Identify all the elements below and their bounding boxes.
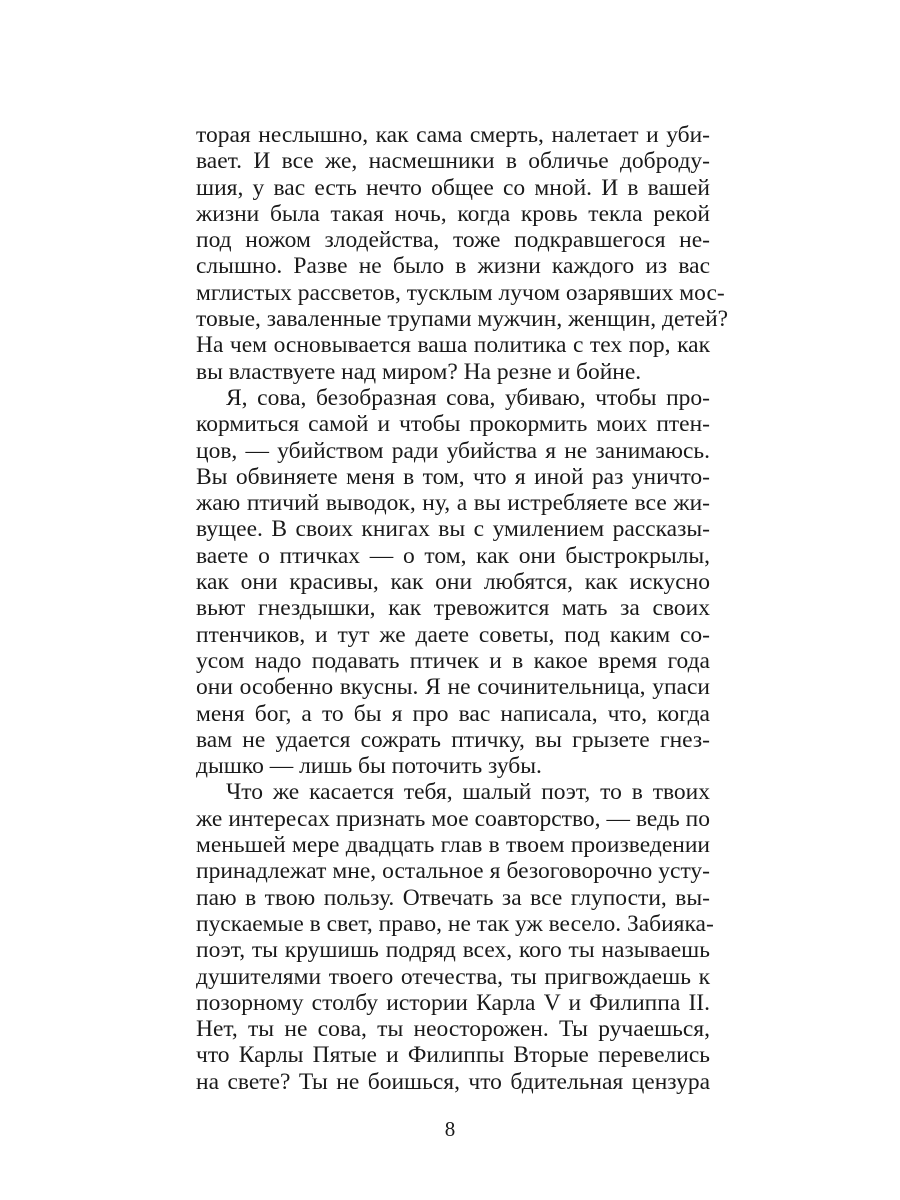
text-line: поэт, ты крушишь подряд всех, кого ты называешь bbox=[196, 937, 710, 964]
text-line: жаю птичий выводок, ну, а вы истребляете все жи- bbox=[196, 490, 710, 517]
text-line: Что же касается тебя, шалый поэт, то в твоих bbox=[226, 779, 710, 806]
text-line: слышно. Разве не было в жизни каждого из вас bbox=[196, 253, 710, 280]
text-line: что Карлы Пятые и Филиппы Вторые перевелись bbox=[196, 1042, 710, 1069]
text-line: дышко — лишь бы поточить зубы. bbox=[196, 753, 542, 780]
text-line: усом надо подавать птичек и в какое время года bbox=[196, 647, 710, 674]
paragraph-1 bbox=[196, 122, 729, 385]
paragraph-2 bbox=[196, 385, 710, 779]
text-line: вам не удается сожрать птичку, вы грызете гнез- bbox=[196, 726, 710, 753]
text-line: вы властвуете над миром? На резне и бойне. bbox=[196, 358, 642, 385]
text-line: под ножом злодейства, тоже подкравшегося не- bbox=[196, 227, 710, 254]
text-line: торая неслышно, как сама смерть, налетает и уби- bbox=[196, 122, 710, 148]
text-line: меньшей мере двадцать глав в твоем произведении bbox=[196, 832, 710, 859]
text-line: на свете? Ты не боишься, что бдительная цензура bbox=[196, 1068, 710, 1095]
text-line: вает. И все же, насмешники в обличье доброду- bbox=[196, 148, 710, 175]
text-line: душителями твоего отечества, ты пригвождаешь к bbox=[196, 963, 710, 990]
text-line: жизни была такая ночь, когда кровь текла рекой bbox=[196, 200, 710, 227]
text-line: они особенно вкусны. Я не сочинительница, упаси bbox=[196, 674, 710, 701]
text-line: Вы обвиняете меня в том, что я иной раз уничто- bbox=[196, 463, 710, 490]
text-line: На чем основывается ваша политика с тех пор, как bbox=[196, 332, 710, 359]
text-line: Я, сова, безобразная сова, убиваю, чтобы про- bbox=[226, 384, 710, 411]
page-number: 8 bbox=[444, 1117, 456, 1141]
text-line: кормиться самой и чтобы прокормить моих птен- bbox=[196, 411, 710, 438]
body-text bbox=[196, 122, 729, 1095]
text-line: пускаемые в свет, право, не так уж весело. Забияка- bbox=[196, 910, 714, 937]
text-line: как они красивы, как они любятся, как искусно bbox=[196, 569, 710, 596]
text-line: вьют гнездышки, как тревожится мать за своих bbox=[196, 595, 710, 622]
text-line: же интересах признать мое соавторство, — ведь по bbox=[196, 805, 710, 832]
text-line: шия, у вас есть нечто общее со мной. И в вашей bbox=[196, 174, 710, 201]
text-line: позорному столбу истории Карла V и Филиппа II. bbox=[196, 989, 710, 1016]
text-line: товые, заваленные трупами мужчин, женщин, детей? bbox=[196, 306, 729, 333]
text-line: ваете о птичках — о том, как они быстрокрылы, bbox=[196, 542, 710, 569]
text-line: вущее. В своих книгах вы с умилением рассказы- bbox=[196, 516, 710, 543]
text-line: принадлежат мне, остальное я безоговорочно усту- bbox=[196, 858, 710, 885]
text-line: Нет, ты не сова, ты неосторожен. Ты ручаешься, bbox=[196, 1016, 710, 1043]
text-line: мглистых рассветов, тусклым лучом озарявших мос- bbox=[196, 279, 725, 306]
paragraph-3 bbox=[196, 779, 714, 1095]
text-line: цов, — убийством ради убийства я не занимаюсь. bbox=[196, 437, 710, 464]
text-line: птенчиков, и тут же даете советы, под каким со- bbox=[196, 621, 710, 648]
text-line: меня бог, а то бы я про вас написала, что, когда bbox=[196, 700, 710, 727]
text-line: паю в твою пользу. Отвечать за все глупости, вы- bbox=[196, 884, 710, 911]
